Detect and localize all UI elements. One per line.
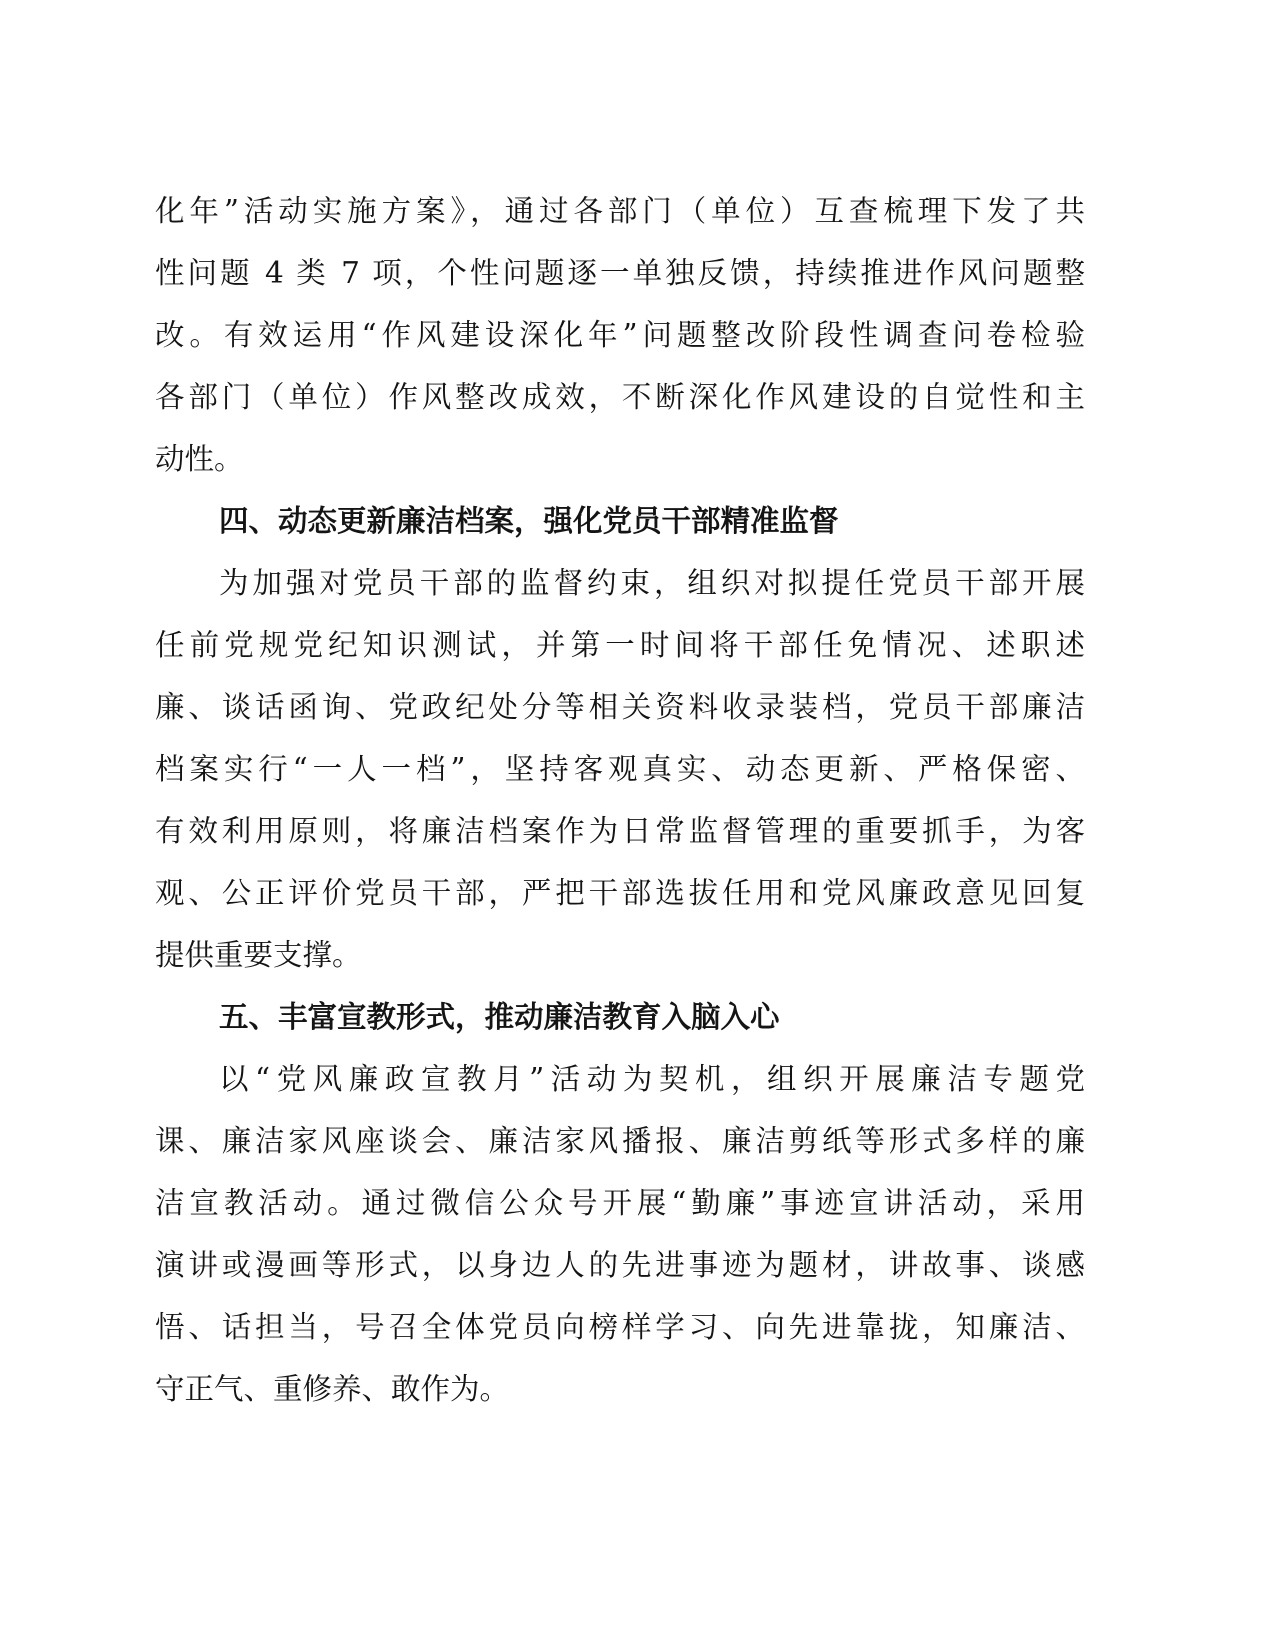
- text-line: 守正气、重修养、敢作为。: [155, 1372, 510, 1406]
- text-line: 有效利用原则，将廉洁档案作为日常监督管理的重要抓手，为客: [155, 814, 1085, 848]
- text-line: 改。有效运用“作风建设深化年”问题整改阶段性调查问卷检验: [155, 318, 1085, 352]
- text-line: 演讲或漫画等形式，以身边人的先进事迹为题材，讲故事、谈感: [155, 1248, 1085, 1282]
- text-line: 以“党风廉政宣教月”活动为契机，组织开展廉洁专题党: [219, 1062, 1085, 1096]
- text-line: 为加强对党员干部的监督约束，组织对拟提任党员干部开展: [219, 566, 1085, 600]
- text-line: 观、公正评价党员干部，严把干部选拔任用和党风廉政意见回复: [155, 876, 1085, 910]
- paragraph-rectification: [155, 180, 1085, 490]
- text-line: 各部门（单位）作风整改成效，不断深化作风建设的自觉性和主: [155, 380, 1085, 414]
- text-line: 任前党规党纪知识测试，并第一时间将干部任免情况、述职述: [155, 628, 1085, 662]
- text-line: 悟、话担当，号召全体党员向榜样学习、向先进靠拢，知廉洁、: [155, 1310, 1085, 1344]
- section-heading-five: 五、丰富宣教形式，推动廉洁教育入脑入心: [219, 1000, 780, 1034]
- text-line: 性问题 4 类 7 项，个性问题逐一单独反馈，持续推进作风问题整: [155, 256, 1085, 290]
- text-line: 洁宣教活动。通过微信公众号开展“勤廉”事迹宣讲活动，采用: [155, 1186, 1085, 1220]
- paragraph-integrity-archives: [155, 552, 1085, 986]
- document-body: [155, 180, 1085, 1420]
- text-line: 廉、谈话函询、党政纪处分等相关资料收录装档，党员干部廉洁: [155, 690, 1085, 724]
- paragraph-integrity-education: [155, 1048, 1085, 1420]
- text-line: 课、廉洁家风座谈会、廉洁家风播报、廉洁剪纸等形式多样的廉: [155, 1124, 1085, 1158]
- text-line: 化年”活动实施方案》，通过各部门（单位）互查梳理下发了共: [155, 194, 1085, 228]
- text-line: 档案实行“一人一档”，坚持客观真实、动态更新、严格保密、: [155, 752, 1085, 786]
- section-heading-four: 四、动态更新廉洁档案，强化党员干部精准监督: [219, 504, 839, 538]
- text-line: 提供重要支撑。: [155, 938, 362, 972]
- text-line: 动性。: [155, 442, 244, 476]
